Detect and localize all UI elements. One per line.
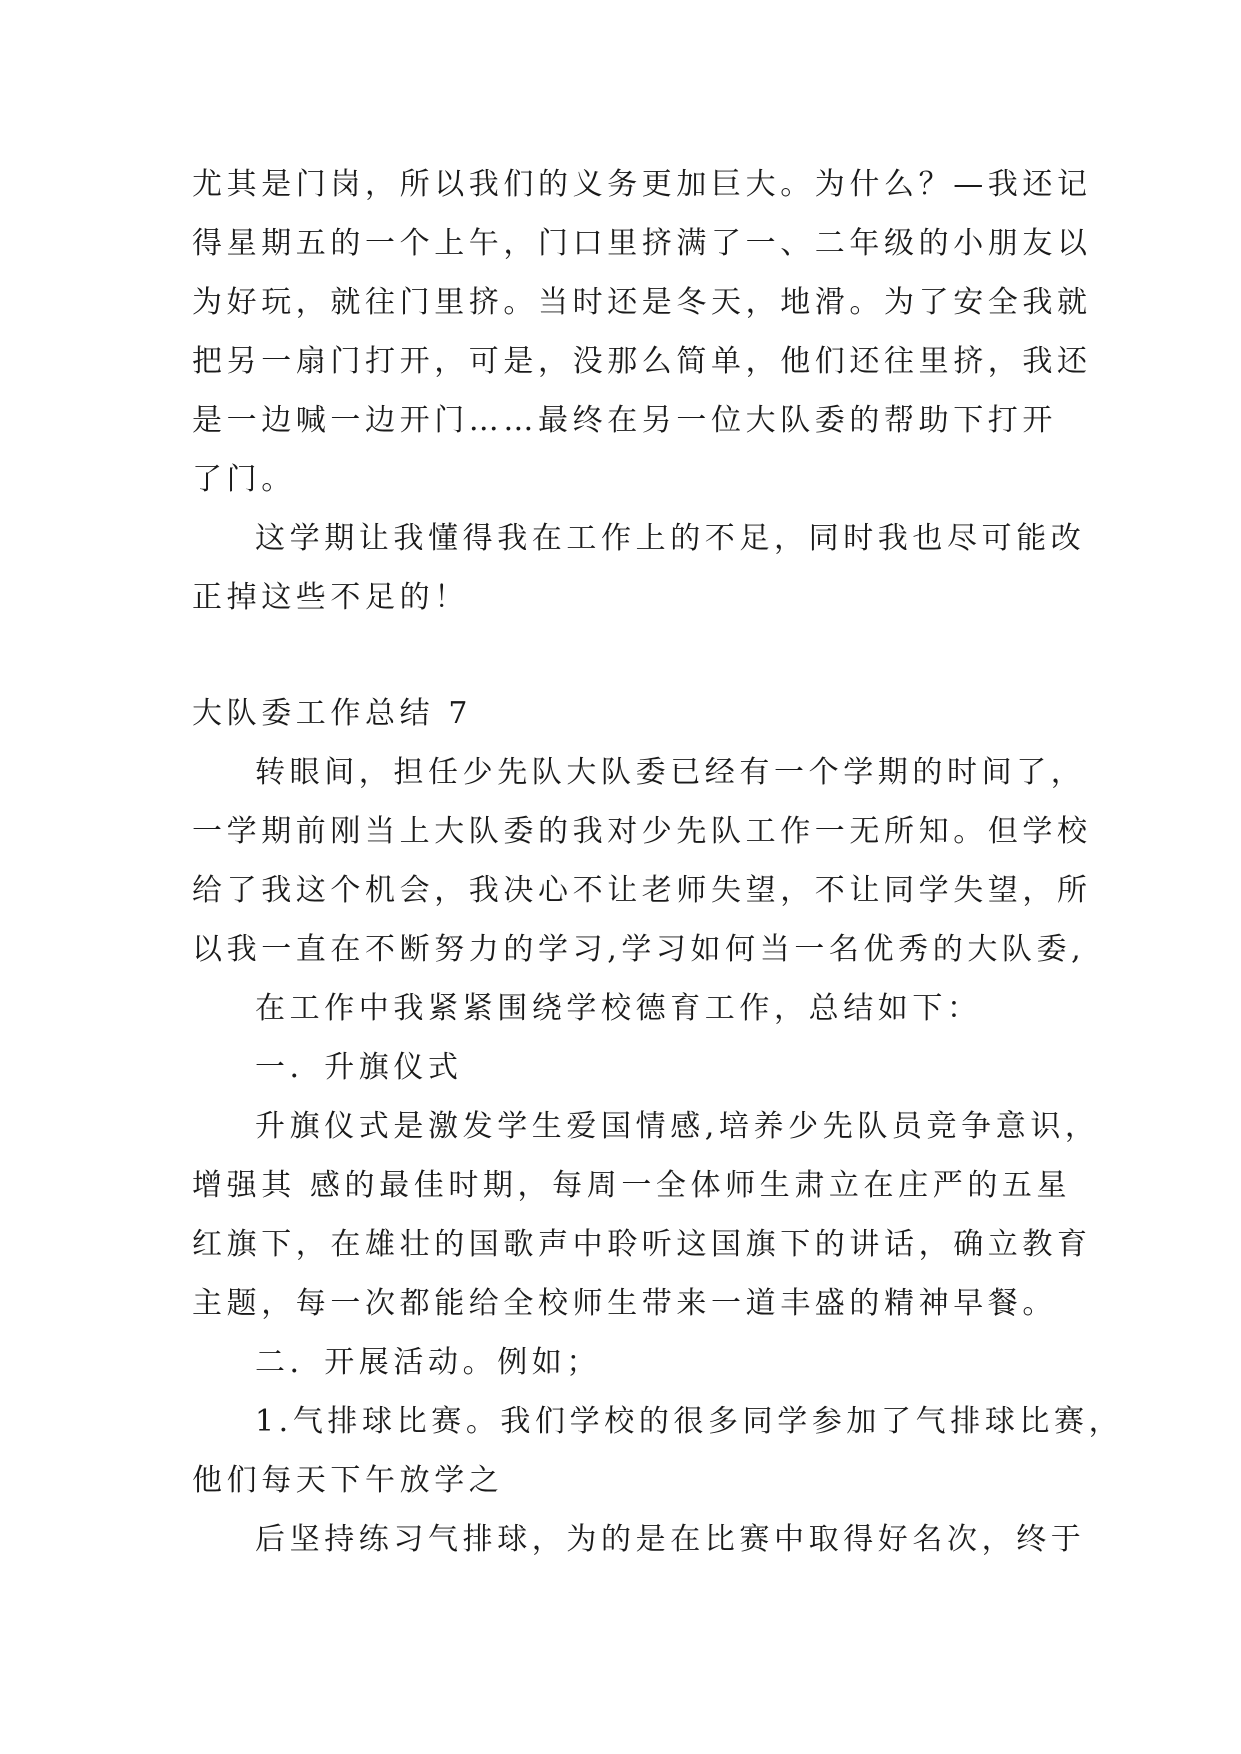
paragraph-line: 红旗下，在雄壮的国歌声中聆听这国旗下的讲话，确立教育 <box>192 1227 1092 1262</box>
subsection-title: 二．开展活动。例如； <box>255 1345 601 1380</box>
paragraph-line: 为好玩，就往门里挤。当时还是冬天，地滑。为了安全我就 <box>192 285 1092 320</box>
paragraph-line: 他们每天下午放学之 <box>192 1463 504 1498</box>
section-heading: 大队委工作总结 7 <box>192 696 473 731</box>
paragraph-line: 得星期五的一个上午，门口里挤满了一、二年级的小朋友以 <box>192 226 1092 261</box>
paragraph-line: 尤其是门岗，所以我们的义务更加巨大。为什么？—我还记 <box>192 167 1092 202</box>
paragraph-line: 在工作中我紧紧围绕学校德育工作，总结如下： <box>255 991 982 1026</box>
paragraph-line: 转眼间，担任少先队大队委已经有一个学期的时间了， <box>255 755 1086 790</box>
paragraph-line: 增强其 感的最佳时期，每周一全体师生肃立在庄严的五星 <box>192 1168 1072 1203</box>
paragraph-line: 这学期让我懂得我在工作上的不足，同时我也尽可能改 <box>255 521 1086 556</box>
paragraph-line: 是一边喊一边开门……最终在另一位大队委的帮助下打开 <box>192 403 1057 438</box>
paragraph-line: 正掉这些不足的！ <box>192 580 469 615</box>
paragraph-line: 给了我这个机会，我决心不让老师失望，不让同学失望，所 <box>192 873 1092 908</box>
paragraph-line: 把另一扇门打开，可是，没那么简单，他们还往里挤，我还 <box>192 344 1092 379</box>
subsection-title: 一．升旗仪式 <box>255 1050 463 1085</box>
paragraph-line: 了门。 <box>192 462 296 497</box>
paragraph-line: 主题，每一次都能给全校师生带来一道丰盛的精神早餐。 <box>192 1286 1057 1321</box>
paragraph-line: 后坚持练习气排球，为的是在比赛中取得好名次，终于 <box>255 1522 1086 1557</box>
paragraph-line: 升旗仪式是激发学生爱国情感,培养少先队员竞争意识， <box>255 1109 1100 1144</box>
paragraph-line: 以我一直在不断努力的学习,学习如何当一名优秀的大队委, <box>192 932 1086 967</box>
paragraph-line: 一学期前刚当上大队委的我对少先队工作一无所知。但学校 <box>192 814 1092 849</box>
paragraph-line: 1.气排球比赛。我们学校的很多同学参加了气排球比赛， <box>255 1404 1124 1439</box>
